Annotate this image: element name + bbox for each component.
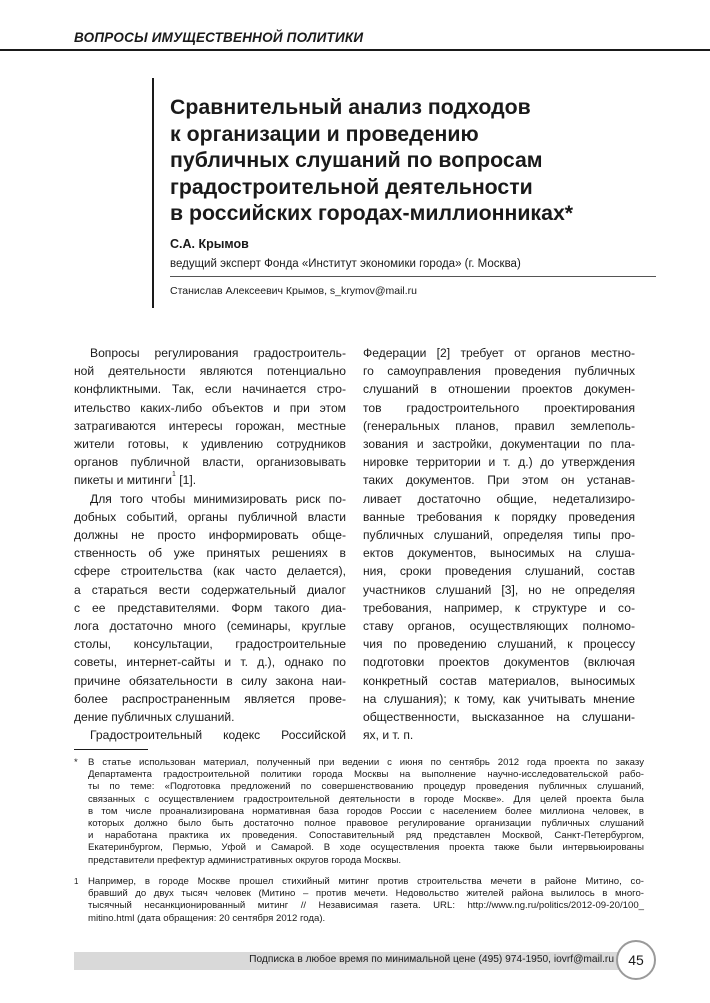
footnote-line: mitino.html (дата обращения: 20 сентября 2012 года). <box>88 912 326 924</box>
footnote-line: представители префектур административных округов города Москвы. <box>88 854 402 866</box>
body-line: ственность об уже принятых решениях в <box>74 546 346 561</box>
section-header: ВОПРОСЫ ИМУЩЕСТВЕННОЙ ПОЛИТИКИ <box>74 30 364 45</box>
title-rule <box>152 78 154 308</box>
title-line: Сравнительный анализ подходов <box>170 95 531 119</box>
footnote-line: В статье использован материал, полученный при ведении с июня по сентябрь 2012 года проекта по заказу <box>88 757 644 768</box>
body-line: ительство каких-либо объектов и при этом <box>74 400 346 415</box>
body-line: с ее представителями. Форм такого диа- <box>74 600 346 615</box>
header-rule <box>0 49 710 51</box>
body-line: участников слушаний [3], но не определяя <box>363 582 635 597</box>
footnote-line: ты по теме: «Подготовка предложений по совершенствованию процедур проведения публичных слушаний, <box>88 781 644 793</box>
body-line: Для того чтобы минимизировать риск по- <box>90 491 346 506</box>
footnote-line: и наработана практика их проведения. Сопоставительный ряд представлен Москвой, Санкт-Петербургом, <box>88 830 644 842</box>
article-title <box>170 94 650 227</box>
body-line: затрагиваются интересы горожан, местные <box>74 418 346 433</box>
footnote-mark: * <box>74 757 78 768</box>
title-line: публичных слушаний по вопросам <box>170 148 543 172</box>
body-line: дение публичных слушаний. <box>74 710 235 725</box>
body-line: тов градостроительного проектирования <box>363 400 635 415</box>
body-line: (генеральных планов, правил землеполь- <box>363 418 635 433</box>
title-line: градостроительной деятельности <box>170 174 533 199</box>
footnote-ref[interactable]: 1 <box>171 471 176 479</box>
body-line: должны не просто информировать обще- <box>74 528 346 543</box>
author-separator <box>170 276 656 277</box>
body-line: таких документов. При этом он устанав- <box>363 473 635 488</box>
body-line: ной деятельности являются потенциально <box>74 364 346 379</box>
body-line: ливает достаточно общие, недетализиро- <box>363 491 635 506</box>
body-line: конкретный состав материалов, выносимых <box>363 673 635 688</box>
body-line: подготовки проектов документов (включая <box>363 655 635 670</box>
body-line: Вопросы регулирования градостроитель- <box>90 346 346 360</box>
body-line <box>74 471 346 489</box>
title-line: к организации и проведению <box>170 121 479 146</box>
body-line: ях, и т. п. <box>363 728 414 743</box>
body-line: нировке территории и т. д.) до утверждения <box>363 455 635 470</box>
footnote-line: тысячный несанкционированный митинг // Независимая газета. URL: http://www.ng.ru/politics/2012-09-20/100_ <box>88 900 644 912</box>
body-column-right <box>363 344 635 744</box>
footnote-line: в том числе проанализирована нормативная база городов России с населением более миллиона человек, в <box>88 805 644 817</box>
footnote-line: Екатеринбургом, Пермью, Уфой и Самарой. В ходе осуществления проекта также были интервьюированы <box>88 842 644 854</box>
footnote-body <box>88 757 644 867</box>
body-line: а стараться вести содержательный диалог <box>74 582 346 597</box>
body-line: публичных слушаний, определяя типы про- <box>363 528 635 543</box>
body-line: лога достаточно много (семинары, круглые <box>74 619 346 634</box>
footnote-mark: 1 <box>74 877 79 886</box>
body-line: советы, интернет-сайты и т. д.), однако по <box>74 655 346 670</box>
body-line: Градостроительный кодекс Российской <box>90 728 346 743</box>
footnote-1 <box>74 876 644 925</box>
body-line: ванные требования к порядку проведения <box>363 509 635 524</box>
body-line: чия по проведению слушаний, к процессу <box>363 637 635 652</box>
body-line: причине обязательности в силу закона наи- <box>74 673 346 688</box>
subscription-info: Подписка в любое время по минимальной цене (495) 974-1950, iovrf@mail.ru <box>249 954 614 965</box>
body-line: столы, консультации, градостроительные <box>74 637 346 652</box>
body-line: ставу органов, осуществляющих полномо- <box>363 619 635 634</box>
body-line: жители готовы, к удивлению сотрудников <box>74 437 346 452</box>
body-line: ния, сроки проведения слушаний, состав <box>363 564 635 579</box>
body-line: конфликтными. Так, если начинается стро- <box>74 382 346 397</box>
body-line: общественности, высказанное на слушани- <box>363 710 635 725</box>
footnote-rule <box>74 749 148 750</box>
footnote-line: бравший до двух тысяч человек (Митино – против мечети. Недовольство жителей района вылилось в много- <box>88 888 644 900</box>
body-line: органов публичной власти, организовывать <box>74 455 346 470</box>
title-line: в российских городах-миллионниках* <box>170 201 574 225</box>
body-line: го самоуправления проведения публичных <box>363 364 635 379</box>
author-position: ведущий эксперт Фонда «Институт экономики города» (г. Москва) <box>170 258 521 270</box>
body-line: зования и застройки, документации по пла- <box>363 437 635 452</box>
page-number: 45 <box>616 940 656 980</box>
footnote-line: связанных с осуществлением градостроительной деятельности в городе Москве». Для целей проекта была <box>88 793 644 805</box>
footnote-line: Например, в городе Москве прошел стихийный митинг против строительства мечети в районе Митино, со- <box>88 876 644 887</box>
body-line: слушаний в отношении проектов докумен- <box>363 382 635 397</box>
body-line: Федерации [2] требует от органов местно- <box>363 346 635 360</box>
footnote-body <box>88 876 644 925</box>
body-line-text: пикеты и митинги <box>74 473 172 488</box>
author-contact: Станислав Алексеевич Крымов, s_krymov@mail.ru <box>170 285 417 297</box>
body-line: ектов документов, выносимых на слуша- <box>363 546 635 561</box>
body-line: добных событий, органы публичной власти <box>74 509 346 524</box>
body-line: более распространенным является прове- <box>74 691 346 706</box>
author-name: С.А. Крымов <box>170 237 249 251</box>
body-line: требования, например, к структуре и со- <box>363 600 635 615</box>
body-line: на слушания); к тому, как учитывать мнение <box>363 691 635 706</box>
footnote-line: которых должно было быть достаточно полное правовое регулирование организации публичных слушаний <box>88 818 644 830</box>
citation: [1]. <box>175 473 197 488</box>
body-column-left <box>74 344 346 744</box>
body-line: сфере строительства (как часто делается), <box>74 564 346 579</box>
footnote-star <box>74 757 644 867</box>
footnote-line: Департамента градостроительной политики города Москвы на выполнение научно-исследовательской рабо- <box>88 769 644 781</box>
